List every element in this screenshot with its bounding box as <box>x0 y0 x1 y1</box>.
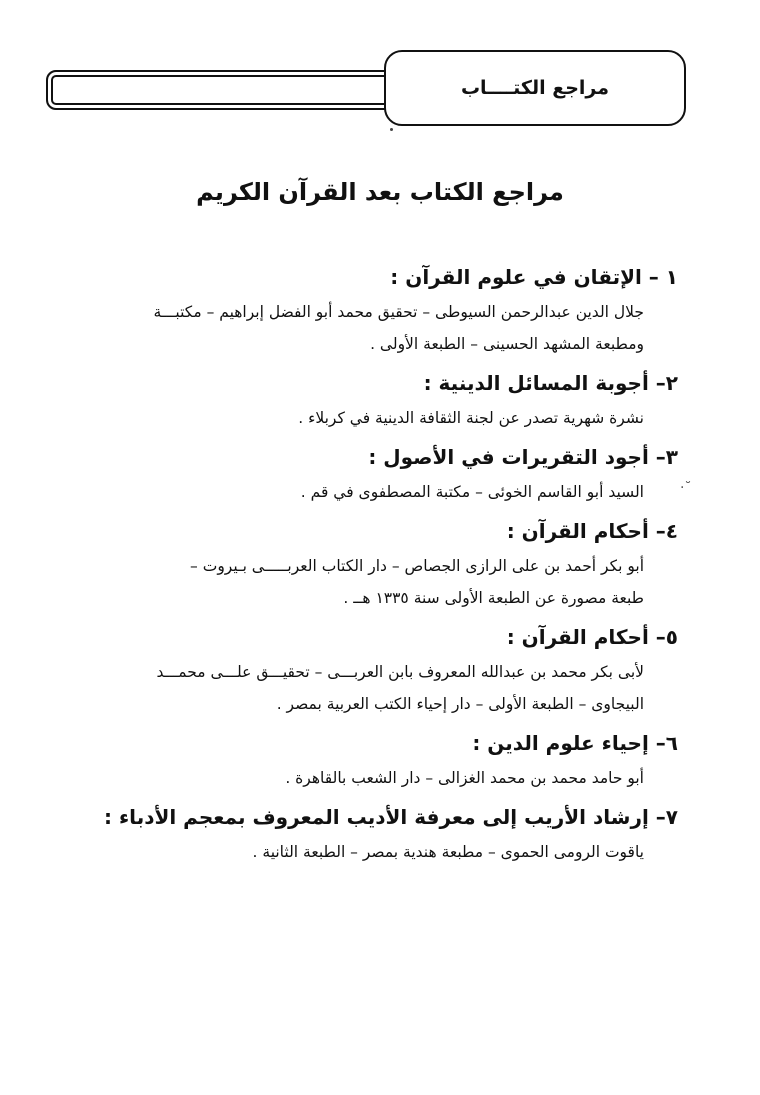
header-tab <box>384 50 686 126</box>
reference-entry-6 <box>52 728 682 794</box>
reference-body <box>52 476 682 508</box>
reference-line: السيد أبو القاسم الخوئى – مكتبة المصطفوى في قم . <box>300 483 644 501</box>
reference-line: لأبى بكر محمد بن عبدالله المعروف بابن العربـــى – تحقيـــق علـــى محمـــد <box>156 663 644 681</box>
references-list <box>52 262 682 876</box>
reference-line: البيجاوى – الطبعة الأولى – دار إحياء الكتب العربية بمصر . <box>276 695 644 713</box>
reference-entry-5 <box>52 622 682 720</box>
reference-entry-1 <box>52 262 682 360</box>
reference-line: ياقوت الرومى الحموى – مطبعة هندية بمصر – الطبعة الثانية . <box>252 843 644 861</box>
reference-heading: ٤– أحكام القرآن : <box>506 519 678 543</box>
reference-heading: ٧– إرشاد الأريب إلى معرفة الأديب المعروف بمعجم الأدباء : <box>104 805 678 829</box>
reference-heading: ١ – الإتقان في علوم القرآن : <box>390 265 678 289</box>
reference-line: جلال الدين عبدالرحمن السيوطى – تحقيق محمد أبو الفضل إبراهيم – مكتبـــة <box>153 303 644 321</box>
reference-body <box>52 402 682 434</box>
reference-body <box>52 656 682 720</box>
reference-heading: ٣– أجود التقريرات في الأصول : <box>368 445 678 469</box>
page-title: مراجع الكتاب بعد القرآن الكريم <box>196 178 564 206</box>
reference-body <box>52 836 682 868</box>
reference-line: نشرة شهرية تصدر عن لجنة الثقافة الدينية في كربلاء . <box>298 409 644 427</box>
header-tab-label: مراجع الكتــــاب <box>460 77 610 99</box>
reference-line: أبو حامد محمد بن محمد الغزالى – دار الشعب بالقاهرة . <box>285 769 644 787</box>
reference-entry-4 <box>52 516 682 614</box>
reference-entry-7 <box>52 802 682 868</box>
reference-line: أبو بكر أحمد بن على الرازى الجصاص – دار الكتاب العربـــــى بـيروت – <box>190 557 644 575</box>
header-dot <box>390 128 393 131</box>
reference-heading: ٢– أجوبة المسائل الدينية : <box>423 371 678 395</box>
reference-line: طبعة مصورة عن الطبعة الأولى سنة ١٣٣٥ هــ . <box>343 589 644 607</box>
reference-body <box>52 550 682 614</box>
reference-body <box>52 762 682 794</box>
reference-line: ومطبعة المشهد الحسينى – الطبعة الأولى . <box>370 335 644 353</box>
reference-heading: ٥– أحكام القرآن : <box>506 625 678 649</box>
reference-entry-3 <box>52 442 682 508</box>
reference-entry-2 <box>52 368 682 434</box>
reference-body <box>52 296 682 360</box>
margin-mark: ·˘ <box>680 480 692 496</box>
reference-heading: ٦– إحياء علوم الدين : <box>472 731 678 755</box>
